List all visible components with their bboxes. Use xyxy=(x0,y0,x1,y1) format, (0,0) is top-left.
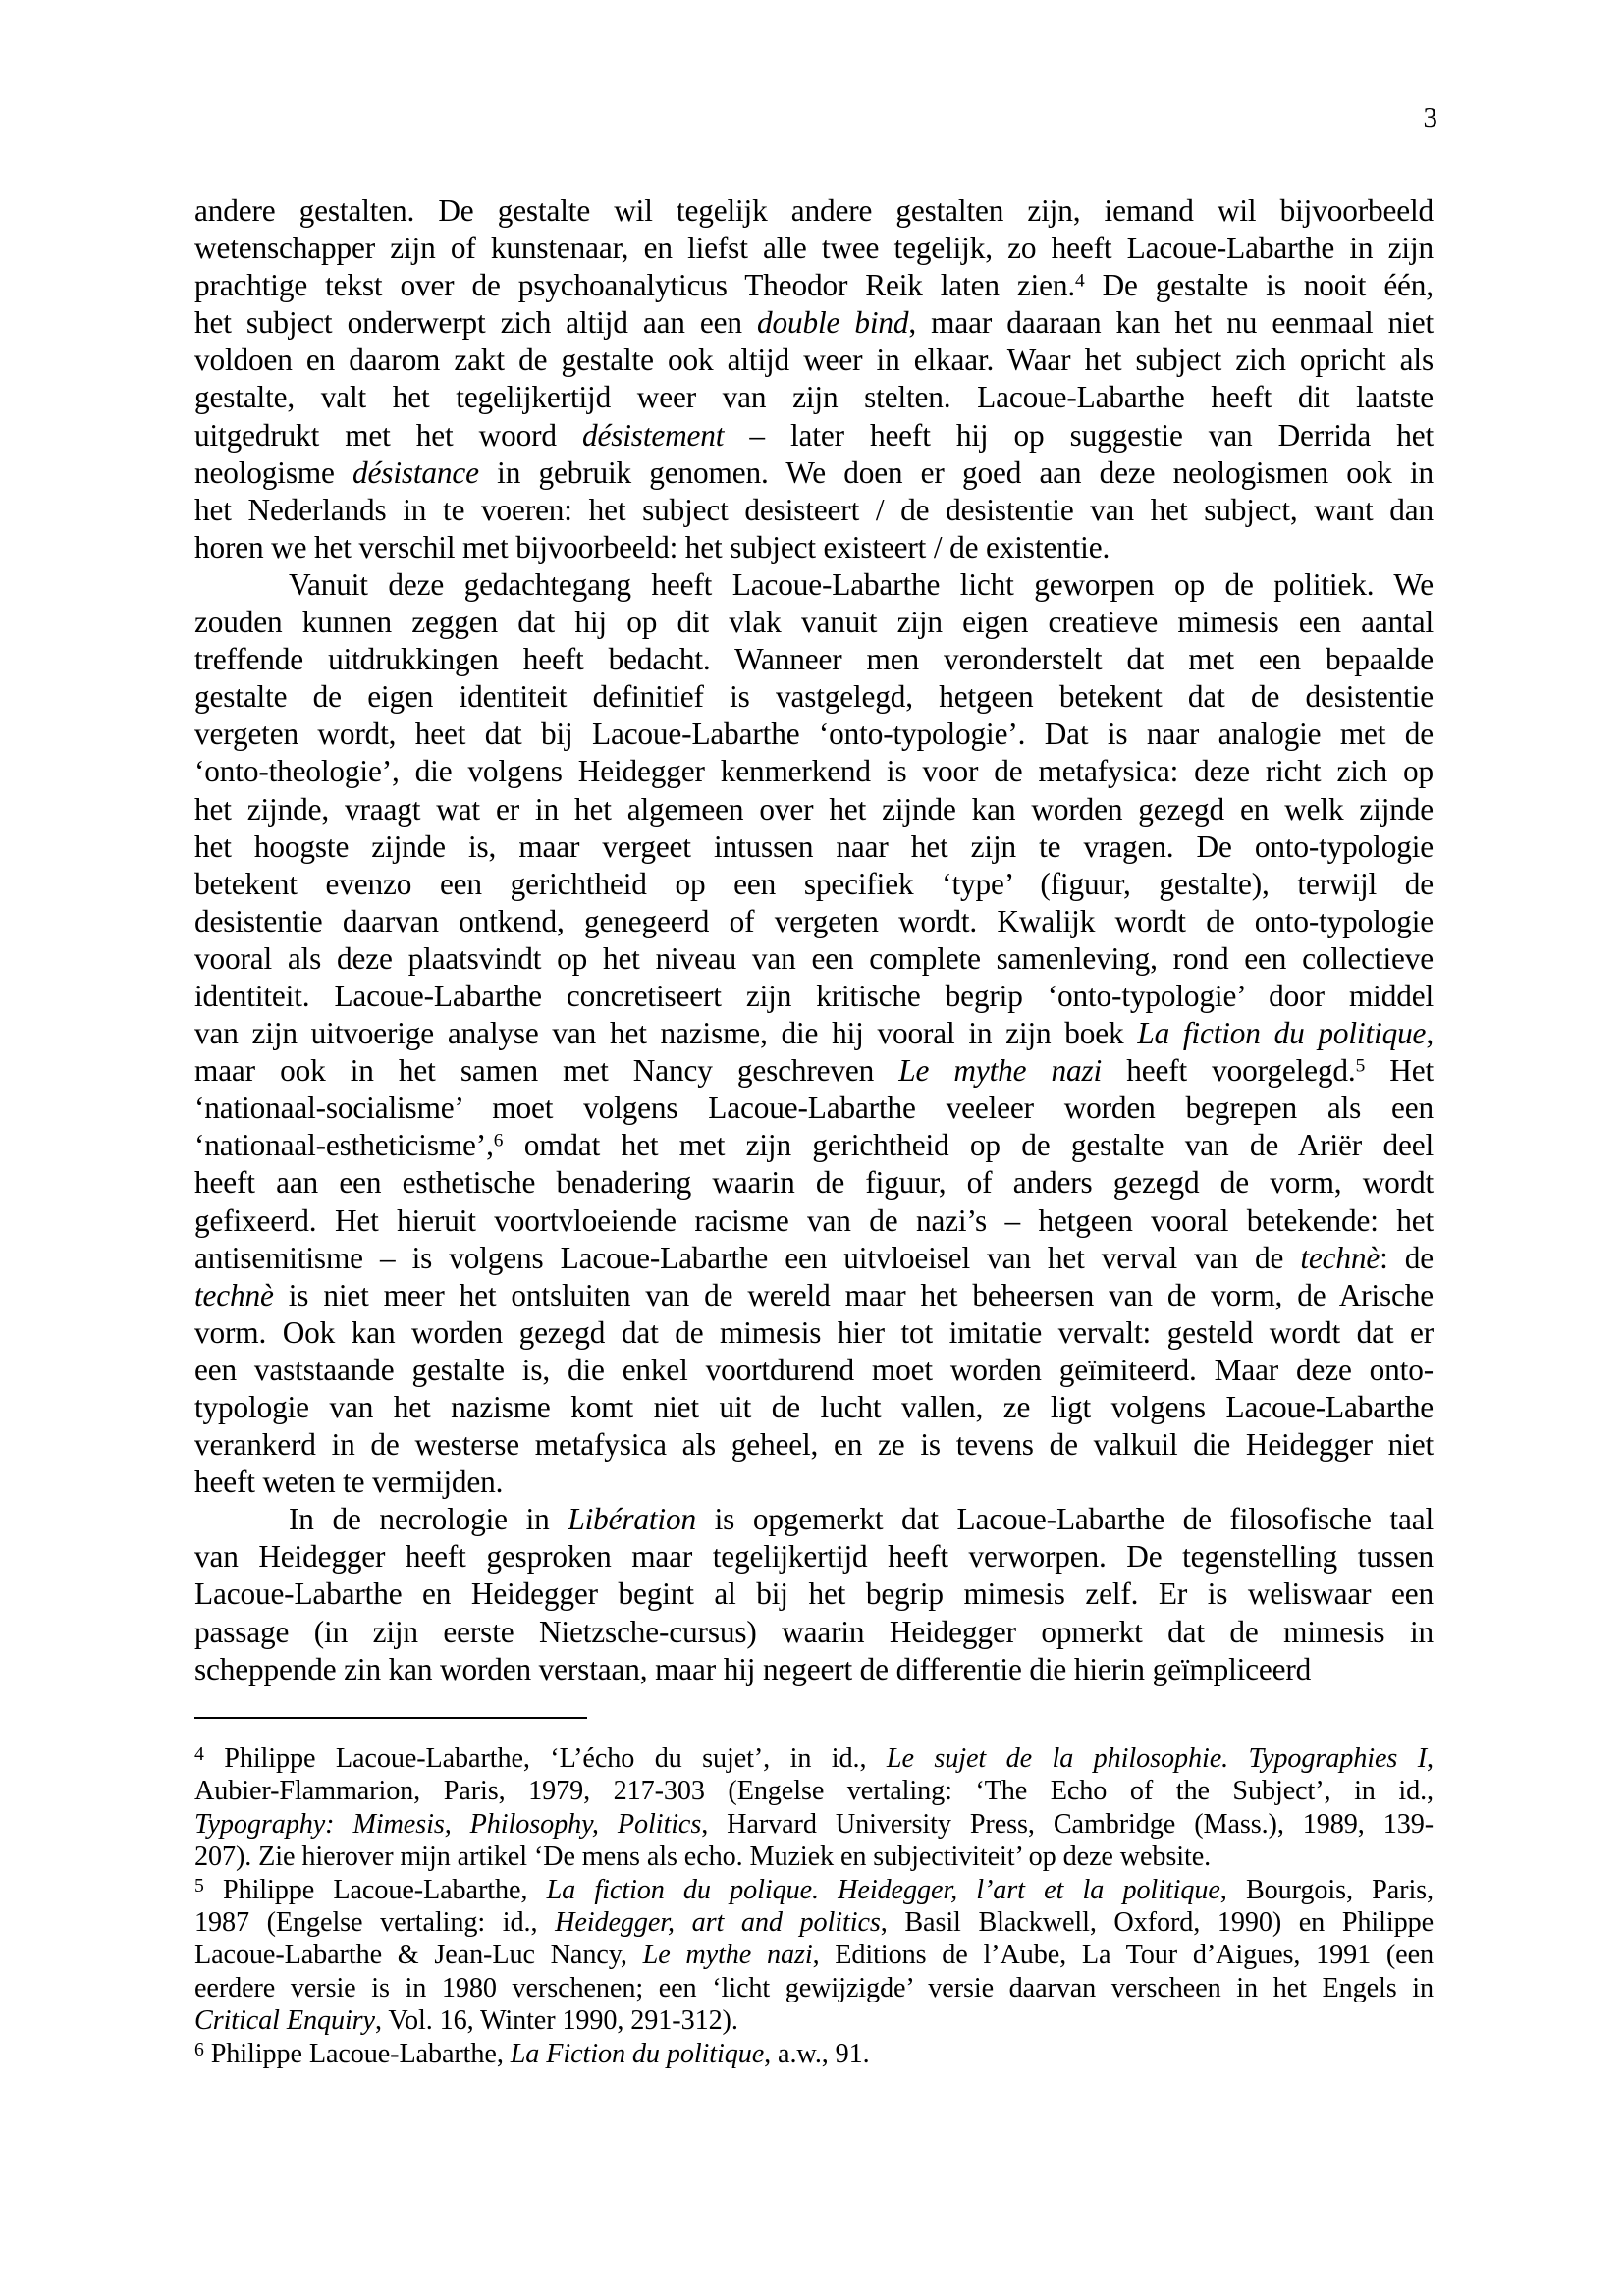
body-line xyxy=(194,1127,1434,1164)
text-run: typologie van het nazisme komt niet uit de lucht vallen, ze ligt volgens Lacoue-Labarthe xyxy=(194,1390,1434,1424)
text-run: : de xyxy=(1380,1240,1435,1275)
body-line xyxy=(194,1277,1434,1314)
body-line xyxy=(194,716,1434,753)
text-run: – later heeft hij op suggestie van Derrida het xyxy=(724,417,1434,453)
text-run: Lacoue-Labarthe & Jean-Luc Nancy, xyxy=(194,1940,643,1971)
text-run: ‘nationaal-socialisme’ moet volgens Lacoue-Labarthe veeleer worden begrepen als een xyxy=(194,1091,1434,1126)
text-run: maar ook in het samen met Nancy geschreven xyxy=(194,1053,899,1089)
body-line xyxy=(194,1052,1434,1090)
text-run: het hoogste zijnde is, maar vergeet intussen naar het zijn te vragen. De onto-typologie xyxy=(194,828,1434,864)
body-line xyxy=(194,641,1434,678)
text-run: eerdere versie is in 1980 verschenen; een ‘licht gewijzigde’ versie daarvan verscheen in het Engels in xyxy=(194,1972,1434,2003)
body-line xyxy=(194,267,1434,304)
text-run: Vanuit deze gedachtegang heeft Lacoue-Labarthe licht geworpen op de politiek. We xyxy=(289,566,1434,602)
footnote-line xyxy=(194,1972,1434,2004)
text-run: neologisme xyxy=(194,454,353,490)
italic-text: Le sujet de la philosophie. Typographies I xyxy=(886,1743,1428,1774)
text-run: uitgedrukt met het woord xyxy=(194,417,582,453)
text-run: antisemitisme – is volgens Lacoue-Labarthe een uitvloeisel van het verval van de xyxy=(194,1240,1301,1275)
text-run: , Basil Blackwell, Oxford, 1990) en Philippe xyxy=(880,1906,1435,1938)
body-line xyxy=(194,1240,1434,1277)
text-run: is niet meer het ontsluiten van de wereld maar het beheersen van de vorm, de Arische xyxy=(273,1277,1434,1312)
italic-text: Le mythe nazi xyxy=(642,1940,813,1971)
text-run: , xyxy=(1426,1016,1434,1051)
text-run: , maar daaraan kan het nu eenmaal niet xyxy=(908,305,1434,341)
footnote-reference: 4 xyxy=(1075,270,1085,292)
body-line xyxy=(194,1202,1434,1240)
text-run: het zijnde, vraagt wat er in het algemeen over het zijnde kan worden gezegd en welk zijnde xyxy=(194,791,1434,827)
text-run: scheppende zin kan worden verstaan, maar hij negeert de differentie die hierin geïmpliceerd xyxy=(194,1651,1312,1686)
footnote-line xyxy=(194,1906,1434,1939)
body-line xyxy=(194,529,1434,566)
text-run: ‘nationaal-estheticisme’, xyxy=(194,1128,494,1163)
body-line xyxy=(194,230,1434,267)
text-run: prachtige tekst over de psychoanalyticus Theodor Reik laten zien. xyxy=(194,268,1076,303)
body-line xyxy=(194,1651,1434,1688)
italic-text: Libération xyxy=(568,1502,696,1537)
footnote-line xyxy=(194,1742,1434,1775)
footnote-separator xyxy=(194,1717,587,1719)
footnote-line xyxy=(194,2004,1434,2037)
footnote-line xyxy=(194,1808,1434,1841)
text-run: verankerd in de westerse metafysica als geheel, en ze is tevens de valkuil die Heidegger niet xyxy=(194,1427,1434,1463)
body-line xyxy=(194,1015,1434,1052)
italic-text: La fiction du polique. Heidegger, l’art et la politique xyxy=(546,1874,1220,1905)
text-run: gestalte, valt het tegelijkertijd weer van zijn stelten. Lacoue-Labarthe heeft dit laatste xyxy=(194,380,1434,415)
text-run: omdat het met zijn gerichtheid op de gestalte van de Ariër deel xyxy=(503,1128,1434,1163)
text-run: heeft voorgelegd. xyxy=(1102,1053,1356,1089)
body-line xyxy=(194,566,1434,604)
text-run: , Vol. 16, Winter 1990, 291-312). xyxy=(374,2005,738,2037)
footnote-number: 4 xyxy=(194,1743,204,1766)
text-run: vorm. Ook kan worden gezegd dat de mimesis hier tot imitatie vervalt: gesteld wordt dat er xyxy=(194,1314,1434,1350)
body-line xyxy=(194,1426,1434,1464)
text-run: , a.w., 91. xyxy=(764,2038,870,2069)
italic-text: Le mythe nazi xyxy=(898,1053,1103,1089)
body-line xyxy=(194,342,1434,379)
italic-text: désistement xyxy=(581,417,725,453)
footnote-line xyxy=(194,2038,1434,2070)
text-run: , Harvard University Press, Cambridge (Mass.), 1989, 139- xyxy=(701,1808,1435,1840)
footnote-reference: 6 xyxy=(493,1130,504,1151)
text-run: zouden kunnen zeggen dat hij op dit vlak vanuit zijn eigen creatieve mimesis een aantal xyxy=(194,605,1434,640)
body-line xyxy=(194,940,1434,978)
body-line xyxy=(194,1614,1434,1651)
footnote-line xyxy=(194,1775,1434,1807)
italic-text: Critical Enquiry xyxy=(194,2005,375,2037)
text-run: 1987 (Engelse vertaling: id., xyxy=(194,1906,556,1938)
body-line xyxy=(194,604,1434,641)
text-run: , Bourgois, Paris, xyxy=(1219,1874,1434,1905)
body-line xyxy=(194,454,1434,492)
italic-text: technè xyxy=(1300,1240,1380,1275)
body-line xyxy=(194,1090,1434,1127)
body-line xyxy=(194,304,1434,342)
text-run: is opgemerkt dat Lacoue-Labarthe de filosofische taal xyxy=(695,1502,1434,1537)
italic-text: La Fiction du politique xyxy=(510,2038,765,2069)
body-line xyxy=(194,1389,1434,1426)
footnote-reference: 5 xyxy=(1355,1055,1366,1077)
footnote-line xyxy=(194,1874,1434,1906)
body-line xyxy=(194,1464,1434,1501)
italic-text: double bind xyxy=(756,305,909,341)
body-line xyxy=(194,1501,1434,1538)
body-line xyxy=(194,791,1434,828)
text-run: gestalte de eigen identiteit definitief is vastgelegd, hetgeen betekent dat de desistentie xyxy=(194,679,1434,715)
text-run: vooral als deze plaatsvindt op het niveau van een complete samenleving, rond een collectieve xyxy=(194,940,1434,976)
footnote-line xyxy=(194,1939,1434,1971)
body-line xyxy=(194,978,1434,1015)
italic-text: technè xyxy=(194,1277,274,1312)
footnote-line xyxy=(194,1841,1434,1873)
text-run: heeft weten te vermijden. xyxy=(194,1465,504,1500)
text-run: Philippe Lacoue-Labarthe, ‘L’écho du sujet’, in id., xyxy=(203,1743,887,1774)
text-run: 207). Zie hierover mijn artikel ‘De mens als echo. Muziek en subjectiviteit’ op deze website. xyxy=(194,1842,1212,1873)
text-run: van Heidegger heeft gesproken maar tegelijkertijd heeft verworpen. De tegenstelling tussen xyxy=(194,1539,1434,1575)
italic-text: La fiction du politique xyxy=(1137,1016,1427,1051)
text-run: heeft aan een esthetische benadering waarin de figuur, of anders gezegd de vorm, wordt xyxy=(194,1165,1434,1201)
text-run: De gestalte is nooit één, xyxy=(1084,268,1434,303)
body-line xyxy=(194,1352,1434,1389)
text-run: passage (in zijn eerste Nietzsche-cursus) waarin Heidegger opmerkt dat de mimesis in xyxy=(194,1614,1434,1649)
body-line xyxy=(194,866,1434,903)
text-run: In de necrologie in xyxy=(289,1502,568,1537)
text-run: , xyxy=(1427,1743,1434,1774)
text-run: Het xyxy=(1365,1053,1435,1089)
body-line xyxy=(194,192,1434,230)
text-run: betekent evenzo een gerichtheid op een specifiek ‘type’ (figuur, gestalte), terwijl de xyxy=(194,866,1434,901)
body-line xyxy=(194,1575,1434,1613)
text-run: , Editions de l’Aube, La Tour d’Aigues, 1991 (een xyxy=(812,1940,1434,1971)
text-run: wetenschapper zijn of kunstenaar, en liefst alle twee tegelijk, zo heeft Lacoue-Labarthe in zijn xyxy=(194,231,1434,266)
body-line xyxy=(194,753,1434,790)
text-run: Philippe Lacoue-Labarthe, xyxy=(203,2038,511,2069)
text-run: vergeten wordt, heet dat bij Lacoue-Labarthe ‘onto-typologie’. Dat is naar analogie met de xyxy=(194,717,1434,752)
body-line xyxy=(194,379,1434,416)
footnotes xyxy=(194,1742,1434,2070)
body-line xyxy=(194,1538,1434,1575)
body-text xyxy=(194,192,1434,1688)
body-line xyxy=(194,678,1434,716)
body-line xyxy=(194,492,1434,529)
text-run: identiteit. Lacoue-Labarthe concretiseert zijn kritische begrip ‘onto-typologie’ door middel xyxy=(194,978,1434,1013)
text-run: Lacoue-Labarthe en Heidegger begint al bij het begrip mimesis zelf. Er is weliswaar een xyxy=(194,1576,1434,1612)
italic-text: Heidegger, art and politics xyxy=(555,1906,881,1938)
body-line xyxy=(194,1314,1434,1352)
text-run: van zijn uitvoerige analyse van het nazisme, die hij vooral in zijn boek xyxy=(194,1016,1138,1051)
footnote-number: 6 xyxy=(194,2038,204,2060)
italic-text: désistance xyxy=(352,454,479,490)
text-run: Philippe Lacoue-Labarthe, xyxy=(203,1874,547,1905)
text-run: ‘onto-theologie’, die volgens Heidegger kenmerkend is voor de metafysica: deze richt zich op xyxy=(194,754,1434,789)
text-run: in gebruik genomen. We doen er goed aan deze neologismen ook in xyxy=(478,454,1434,490)
footnote-number: 5 xyxy=(194,1874,204,1896)
body-line xyxy=(194,417,1434,454)
page-number: 3 xyxy=(1423,102,1437,133)
text-run: treffende uitdrukkingen heeft bedacht. Wanneer men veronderstelt dat met een bepaalde xyxy=(194,642,1434,677)
text-run: horen we het verschil met bijvoorbeeld: het subject existeert / de existentie. xyxy=(194,529,1110,564)
text-run: gefixeerd. Het hieruit voortvloeiende racisme van de nazi’s – hetgeen vooral betekende: het xyxy=(194,1202,1434,1238)
text-run: het Nederlands in te voeren: het subject desisteert / de desistentie van het subject, want dan xyxy=(194,492,1434,527)
text-run: desistentie daarvan ontkend, genegeerd of vergeten wordt. Kwalijk wordt de onto-typologie xyxy=(194,903,1434,938)
body-line xyxy=(194,1164,1434,1201)
body-line xyxy=(194,903,1434,940)
italic-text: Typography: Mimesis, Philosophy, Politics xyxy=(194,1808,702,1840)
text-run: andere gestalten. De gestalte wil tegelijk andere gestalten zijn, iemand wil bijvoorbeeld xyxy=(194,193,1434,228)
text-run: Aubier-Flammarion, Paris, 1979, 217-303 (Engelse vertaling: ‘The Echo of the Subject’, in id., xyxy=(194,1776,1434,1807)
body-line xyxy=(194,828,1434,866)
text-run: het subject onderwerpt zich altijd aan een xyxy=(194,305,757,341)
text-run: voldoen en daarom zakt de gestalte ook altijd weer in elkaar. Waar het subject zich opricht als xyxy=(194,343,1434,378)
text-run: een vaststaande gestalte is, die enkel voortdurend moet worden geïmiteerd. Maar deze onto- xyxy=(194,1352,1434,1387)
